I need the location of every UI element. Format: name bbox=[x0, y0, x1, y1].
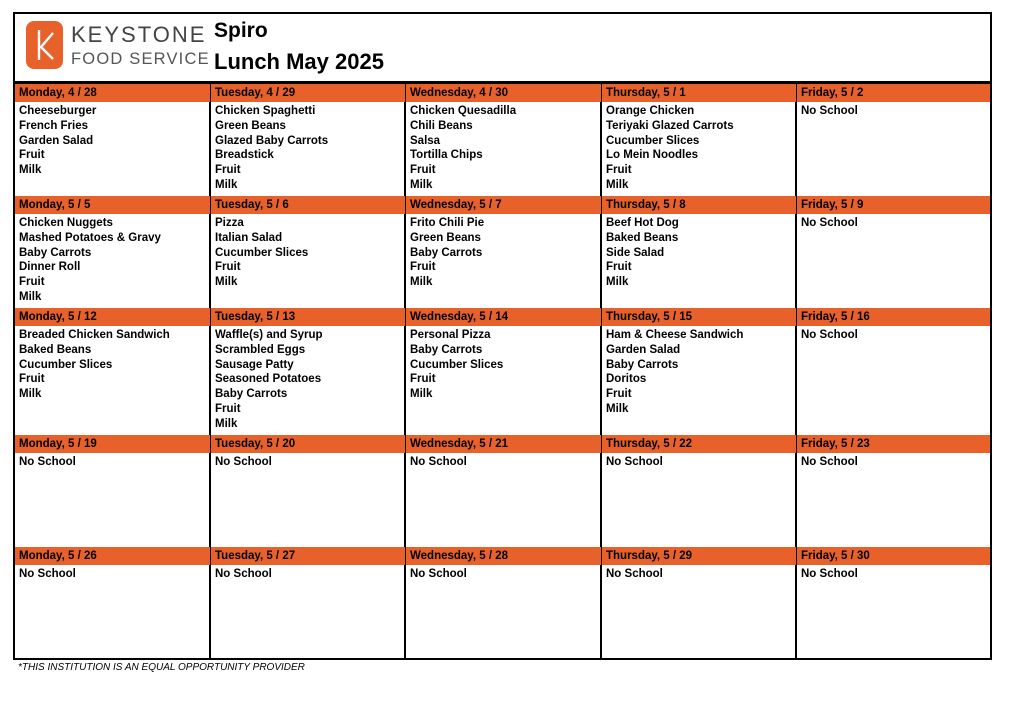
menu-item: Milk bbox=[606, 402, 629, 415]
day-date-header: Friday, 5 / 23 bbox=[797, 435, 990, 453]
day-cell bbox=[602, 84, 796, 196]
day-date-header: Tuesday, 5 / 20 bbox=[211, 435, 405, 453]
menu-item: Dinner Roll bbox=[19, 261, 81, 274]
menu-item: No School bbox=[215, 456, 272, 468]
menu-item-list bbox=[406, 565, 601, 582]
day-date-header: Tuesday, 5 / 27 bbox=[211, 547, 405, 565]
day-cell bbox=[15, 435, 210, 547]
menu-item: Fruit bbox=[19, 276, 45, 289]
menu-item: No School bbox=[801, 217, 858, 229]
menu-item: Cucumber Slices bbox=[410, 358, 504, 371]
menu-item: Milk bbox=[19, 164, 42, 177]
day-date-header: Monday, 5 / 19 bbox=[15, 435, 210, 453]
menu-item-list bbox=[15, 565, 210, 582]
menu-item: Doritos bbox=[606, 373, 647, 386]
day-cell bbox=[211, 435, 405, 547]
menu-title: Lunch May 2025 bbox=[214, 49, 384, 74]
day-cell bbox=[211, 547, 405, 658]
menu-item: No School bbox=[606, 568, 663, 580]
menu-item: Chicken Quesadilla bbox=[410, 105, 517, 117]
menu-item: Milk bbox=[215, 178, 238, 191]
week-row bbox=[15, 435, 990, 547]
day-cell bbox=[797, 435, 990, 547]
day-date-header: Monday, 4 / 28 bbox=[15, 84, 210, 102]
day-cell bbox=[602, 196, 796, 308]
menu-sheet bbox=[13, 12, 992, 660]
menu-item-list bbox=[797, 102, 990, 119]
menu-item-list bbox=[406, 453, 601, 470]
menu-item-list bbox=[406, 102, 601, 193]
menu-item: No School bbox=[19, 456, 76, 468]
menu-item-list bbox=[797, 453, 990, 470]
menu-item: Chicken Spaghetti bbox=[215, 105, 316, 117]
menu-item-list bbox=[797, 214, 990, 231]
menu-item: Breaded Chicken Sandwich bbox=[19, 329, 170, 341]
day-cell bbox=[602, 308, 796, 435]
menu-item: Glazed Baby Carrots bbox=[215, 134, 329, 147]
menu-item: No School bbox=[410, 456, 467, 468]
menu-item: Milk bbox=[606, 178, 629, 191]
day-date-header: Thursday, 5 / 8 bbox=[602, 196, 796, 214]
day-date-header: Friday, 5 / 9 bbox=[797, 196, 990, 214]
menu-item: Milk bbox=[19, 388, 42, 401]
menu-item: Cheeseburger bbox=[19, 105, 97, 117]
day-date-header: Tuesday, 5 / 6 bbox=[211, 196, 405, 214]
menu-item: Orange Chicken bbox=[606, 105, 695, 117]
menu-item: Milk bbox=[19, 290, 42, 303]
menu-item-list bbox=[211, 326, 405, 432]
menu-item: Fruit bbox=[215, 261, 241, 274]
menu-item: Seasoned Potatoes bbox=[215, 373, 322, 386]
menu-item: No School bbox=[801, 568, 858, 580]
menu-item: No School bbox=[606, 456, 663, 468]
menu-item: Teriyaki Glazed Carrots bbox=[606, 119, 734, 132]
menu-item: Breadstick bbox=[215, 149, 274, 162]
menu-item: Italian Salad bbox=[215, 231, 283, 244]
menu-item-list bbox=[602, 214, 796, 290]
menu-item: Waffle(s) and Syrup bbox=[215, 329, 323, 341]
menu-item: Mashed Potatoes & Gravy bbox=[19, 231, 161, 244]
day-date-header: Thursday, 5 / 29 bbox=[602, 547, 796, 565]
day-cell bbox=[406, 84, 601, 196]
keystone-logo bbox=[26, 21, 210, 73]
menu-item: Cucumber Slices bbox=[19, 358, 113, 371]
menu-item-list bbox=[602, 453, 796, 470]
menu-item: Fruit bbox=[606, 388, 632, 401]
day-date-header: Wednesday, 5 / 7 bbox=[406, 196, 601, 214]
day-date-header: Wednesday, 5 / 28 bbox=[406, 547, 601, 565]
menu-item: Baked Beans bbox=[606, 231, 679, 244]
menu-item: Scrambled Eggs bbox=[215, 343, 306, 356]
menu-item: Baked Beans bbox=[19, 343, 92, 356]
menu-item-list bbox=[211, 565, 405, 582]
menu-item: Garden Salad bbox=[606, 343, 681, 356]
menu-item-list bbox=[406, 326, 601, 402]
menu-item-list bbox=[15, 214, 210, 305]
day-cell bbox=[15, 196, 210, 308]
menu-item: Fruit bbox=[19, 149, 45, 162]
menu-item: Fruit bbox=[606, 164, 632, 177]
day-cell bbox=[602, 547, 796, 658]
menu-item: Milk bbox=[215, 276, 238, 289]
day-date-header: Wednesday, 4 / 30 bbox=[406, 84, 601, 102]
menu-item: Baby Carrots bbox=[410, 246, 483, 259]
menu-calendar-grid bbox=[15, 84, 990, 658]
menu-item-list bbox=[797, 565, 990, 582]
menu-item: Milk bbox=[606, 276, 629, 289]
menu-header bbox=[15, 14, 990, 84]
menu-item: Milk bbox=[410, 388, 433, 401]
day-date-header: Thursday, 5 / 1 bbox=[602, 84, 796, 102]
menu-item: Sausage Patty bbox=[215, 358, 294, 371]
day-date-header: Friday, 5 / 2 bbox=[797, 84, 990, 102]
menu-item: Baby Carrots bbox=[215, 388, 288, 401]
menu-item-list bbox=[211, 214, 405, 290]
menu-item: Fruit bbox=[19, 373, 45, 386]
menu-item: Green Beans bbox=[410, 231, 481, 244]
day-date-header: Tuesday, 4 / 29 bbox=[211, 84, 405, 102]
menu-item: Cucumber Slices bbox=[215, 246, 309, 259]
day-date-header: Monday, 5 / 26 bbox=[15, 547, 210, 565]
logo-name: KEYSTONE bbox=[71, 22, 207, 47]
menu-item: Tortilla Chips bbox=[410, 149, 483, 162]
menu-item-list bbox=[211, 453, 405, 470]
menu-item: Ham & Cheese Sandwich bbox=[606, 329, 744, 341]
day-date-header: Thursday, 5 / 22 bbox=[602, 435, 796, 453]
week-row bbox=[15, 84, 990, 196]
menu-item: Side Salad bbox=[606, 246, 665, 259]
menu-item: Milk bbox=[215, 417, 238, 430]
menu-item-list bbox=[406, 214, 601, 290]
day-cell bbox=[211, 308, 405, 435]
day-cell bbox=[797, 308, 990, 435]
menu-item-list bbox=[602, 565, 796, 582]
day-date-header: Monday, 5 / 5 bbox=[15, 196, 210, 214]
menu-item: French Fries bbox=[19, 119, 89, 132]
day-date-header: Wednesday, 5 / 14 bbox=[406, 308, 601, 326]
day-cell bbox=[15, 308, 210, 435]
day-date-header: Monday, 5 / 12 bbox=[15, 308, 210, 326]
day-cell bbox=[602, 435, 796, 547]
day-cell bbox=[797, 196, 990, 308]
menu-item: Salsa bbox=[410, 134, 441, 147]
day-cell bbox=[406, 196, 601, 308]
menu-item: No School bbox=[215, 568, 272, 580]
menu-item-list bbox=[15, 102, 210, 178]
school-name: Spiro bbox=[214, 19, 268, 42]
menu-item: Beef Hot Dog bbox=[606, 217, 679, 229]
day-cell bbox=[406, 308, 601, 435]
menu-item: Lo Mein Noodles bbox=[606, 149, 698, 162]
menu-item: Fruit bbox=[410, 373, 436, 386]
menu-item: Fruit bbox=[215, 164, 241, 177]
menu-item-list bbox=[797, 326, 990, 343]
menu-item: Garden Salad bbox=[19, 134, 94, 147]
menu-item: Personal Pizza bbox=[410, 329, 491, 341]
week-row bbox=[15, 196, 990, 308]
day-date-header: Wednesday, 5 / 21 bbox=[406, 435, 601, 453]
menu-item: Chicken Nuggets bbox=[19, 217, 113, 229]
menu-item: Fruit bbox=[606, 261, 632, 274]
menu-item-list bbox=[211, 102, 405, 193]
menu-item: Cucumber Slices bbox=[606, 134, 700, 147]
menu-item: Baby Carrots bbox=[606, 358, 679, 371]
day-date-header: Friday, 5 / 16 bbox=[797, 308, 990, 326]
day-cell bbox=[797, 547, 990, 658]
logo-subtitle: FOOD SERVICE bbox=[71, 50, 210, 68]
day-cell bbox=[211, 84, 405, 196]
week-row bbox=[15, 547, 990, 658]
menu-item: Chili Beans bbox=[410, 119, 473, 132]
menu-item-list bbox=[15, 326, 210, 402]
menu-item: Baby Carrots bbox=[410, 343, 483, 356]
menu-item: Baby Carrots bbox=[19, 246, 92, 259]
equal-opportunity-note: *THIS INSTITUTION IS AN EQUAL OPPORTUNITY PROVIDER bbox=[18, 662, 305, 673]
menu-item: No School bbox=[801, 456, 858, 468]
menu-item: Pizza bbox=[215, 217, 244, 229]
day-cell bbox=[15, 547, 210, 658]
day-cell bbox=[15, 84, 210, 196]
menu-item: No School bbox=[410, 568, 467, 580]
menu-item: Frito Chili Pie bbox=[410, 217, 485, 229]
day-date-header: Tuesday, 5 / 13 bbox=[211, 308, 405, 326]
week-row bbox=[15, 308, 990, 435]
menu-item: Fruit bbox=[410, 164, 436, 177]
day-date-header: Thursday, 5 / 15 bbox=[602, 308, 796, 326]
menu-item: Green Beans bbox=[215, 119, 286, 132]
day-cell bbox=[406, 435, 601, 547]
menu-item: No School bbox=[801, 105, 858, 117]
menu-item: Fruit bbox=[215, 402, 241, 415]
day-date-header: Friday, 5 / 30 bbox=[797, 547, 990, 565]
menu-item-list bbox=[15, 453, 210, 470]
k-logo-icon bbox=[26, 21, 63, 69]
day-cell bbox=[406, 547, 601, 658]
menu-item: Milk bbox=[410, 178, 433, 191]
menu-item: Fruit bbox=[410, 261, 436, 274]
menu-item-list bbox=[602, 102, 796, 193]
menu-item: No School bbox=[19, 568, 76, 580]
menu-item: No School bbox=[801, 329, 858, 341]
menu-item: Milk bbox=[410, 276, 433, 289]
day-cell bbox=[797, 84, 990, 196]
menu-item-list bbox=[602, 326, 796, 417]
day-cell bbox=[211, 196, 405, 308]
